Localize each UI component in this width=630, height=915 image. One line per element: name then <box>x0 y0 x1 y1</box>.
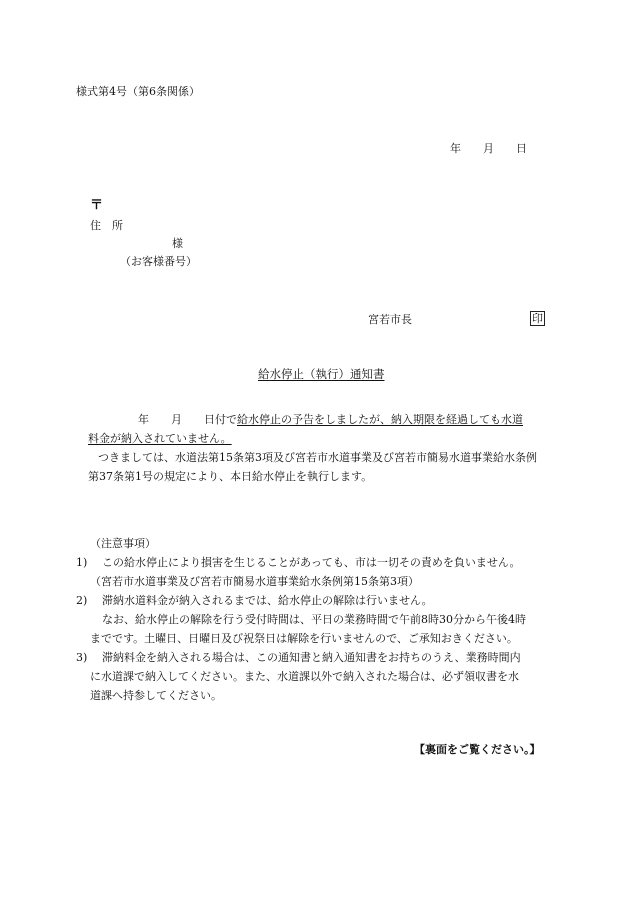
document-title: 給水停止（執行）通知書 <box>258 367 385 381</box>
form-label: 様式第4号（第6条関係） <box>76 85 200 98</box>
body-paragraph-2-line-2: 第37条第1号の規定により、本日給水停止を執行します。 <box>88 470 373 483</box>
date-line: 年 月 日 <box>450 142 527 155</box>
note-3-number: 3) <box>76 651 88 664</box>
seal-stamp <box>530 311 545 327</box>
notice-date: 年 月 日付で <box>138 413 237 426</box>
note-3-line-1: 滞納料金を納入される場合は、この通知書と納入通知書をお持ちのうえ、業務時間内 <box>102 651 521 664</box>
postal-mark: 〒 <box>90 198 104 213</box>
note-3-line-3: 道課へ持参してください。 <box>90 689 222 702</box>
note-1-line-1: この給水停止により損害を生じることがあっても、市は一切その責めを負いません。 <box>102 556 521 569</box>
notes-heading: （注意事項） <box>90 537 156 550</box>
notice-underlined-text: 給水停止の予告をしましたが、納入期限を経過しても水道 <box>237 413 523 426</box>
footer-note: 【裏面をご覧ください。】 <box>414 743 541 756</box>
note-2-line-3: までです。土曜日、日曜日及び祝祭日は解除を行いませんので、ご承知おきください。 <box>90 632 518 645</box>
body-paragraph-1-line-1 <box>138 412 523 428</box>
note-1-number: 1) <box>76 556 88 569</box>
note-1-line-2: （宮若市水道事業及び宮若市簡易水道事業給水条例第15条第3項） <box>90 575 419 588</box>
honorific-sama: 様 <box>172 237 183 250</box>
customer-number-label: （お客様番号） <box>120 255 197 268</box>
body-paragraph-2-line-1: つきましては、水道法第15条第3項及び宮若市水道事業及び宮若市簡易水道事業給水条例 <box>98 451 537 464</box>
note-2-number: 2) <box>76 594 88 607</box>
note-3-line-2: に水道課で納入してください。また、水道課以外で納入された場合は、必ず領収書を水 <box>90 670 519 683</box>
body-paragraph-1-line-2: 料金が納入されていません。 <box>88 432 232 445</box>
address-label: 住 所 <box>90 219 123 232</box>
issuer-name: 宮若市長 <box>368 313 412 326</box>
note-2-line-1: 滞納水道料金が納入されるまでは、給水停止の解除は行いません。 <box>102 594 433 607</box>
seal-mark: 印 <box>532 312 543 325</box>
note-2-line-2: なお、給水停止の解除を行う受付時間は、平日の業務時間で午前8時30分から午後4時 <box>102 613 526 626</box>
